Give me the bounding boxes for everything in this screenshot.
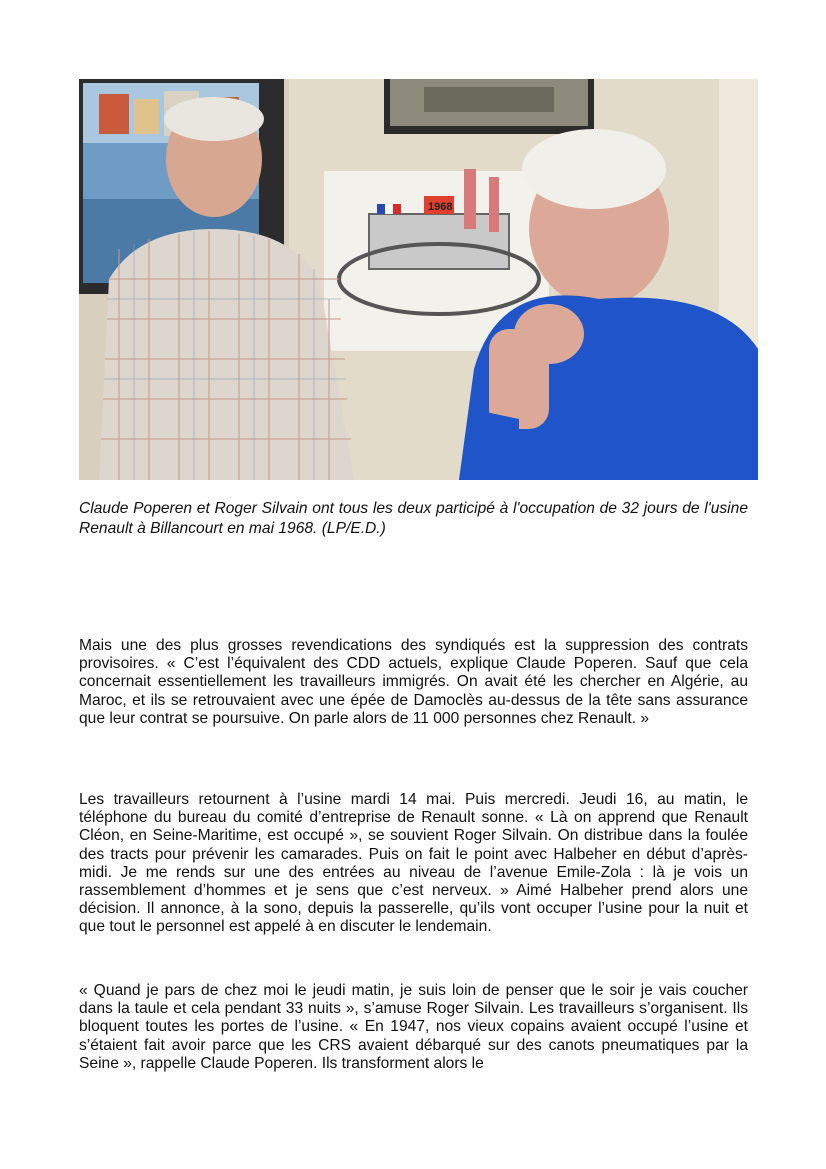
article-paragraph: Les travailleurs retournent à l’usine mardi 14 mai. Puis mercredi. Jeudi 16, au matin, le téléphone du bureau du comité d’entreprise de Renault sonne. « Là on apprend que Renault Cléon, en Seine-Maritime, est occupé », se souvient Roger Silvain. On distribue dans la foulée des tracts pour prévenir les camarades. Puis on fait le point avec Halbeher en début d’après-midi. Je me rends sur une des entrées au niveau de l’avenue Emile-Zola : là je vois un rassemblement d’hommes et je sens que c’est nerveux. » Aimé Halbeher prend alors une décision. Il annonce, à la sono, depuis la passerelle, qu’ils vont occuper l’usine pour la nuit et que tout le personnel est appelé à en discuter le lendemain. (79, 791, 748, 936)
photo-illustration (79, 79, 758, 480)
photo-caption: Claude Poperen et Roger Silvain ont tous les deux participé à l'occupation de 32 jours de l'usine Renault à Billancourt en mai 1968. (LP/E.D.) (79, 500, 748, 537)
article-paragraph: Mais une des plus grosses revendications des syndiqués est la suppression des contrats provisoires. « C’est l’équivalent des CDD actuels, explique Claude Poperen. Sauf que cela concernait essentiellement les travailleurs immigrés. On avait été les chercher en Algérie, au Maroc, et ils se retrouvaient avec une épée de Damoclès au-dessus de la tête sans assurance que leur contrat se poursuive. On parle alors de 11 000 personnes chez Renault. » (79, 637, 748, 727)
article-paragraph: « Quand je pars de chez moi le jeudi matin, je suis loin de penser que le soir je vais coucher dans la taule et cela pendant 33 nuits », s’amuse Roger Silvain. Les travailleurs s’organisent. Ils bloquent toutes les portes de l’usine. « En 1947, nos vieux copains avaient occupé l’usine et s’étaient fait avoir parce que les CRS avaient débarqué sur des canots pneumatiques par la Seine », rappelle Claude Poperen. Ils transforment alors le (79, 982, 748, 1072)
poster-year: 1968 (428, 201, 453, 213)
article-photo (79, 79, 758, 480)
